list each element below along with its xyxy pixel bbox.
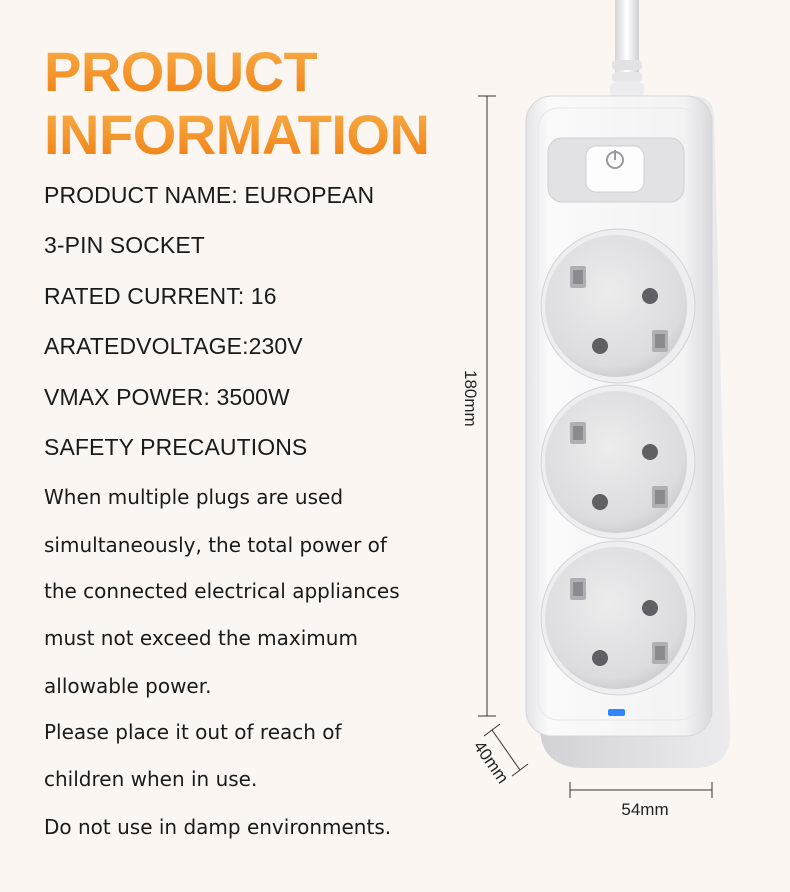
depth-label: 40mm (469, 737, 513, 787)
note-line: allowable power. (44, 674, 212, 698)
height-label: 180mm (461, 370, 480, 427)
led-indicator-icon (608, 709, 625, 716)
spec-rated-current: RATED CURRENT: 16 (44, 283, 277, 309)
spec-product-name: PRODUCT NAME: EUROPEAN (44, 182, 375, 208)
page-title-line-1: PRODUCT (44, 40, 318, 103)
power-strip-illustration (440, 0, 790, 892)
note-line: Please place it out of reach of (44, 720, 342, 744)
note-line: Do not use in damp environments. (44, 815, 392, 839)
socket-2 (541, 385, 695, 539)
note-line: must not exceed the maximum (44, 626, 358, 650)
power-cable (610, 0, 644, 98)
width-dimension (570, 782, 712, 819)
spec-socket-type: 3-PIN SOCKET (44, 232, 205, 258)
note-line: When multiple plugs are used (44, 485, 344, 509)
width-label: 54mm (621, 800, 669, 819)
note-line: children when in use. (44, 767, 258, 791)
spec-rated-voltage: ARATEDVOLTAGE:230V (44, 333, 303, 359)
note-line: the connected electrical appliances (44, 579, 400, 603)
spec-max-power: VMAX POWER: 3500W (44, 384, 290, 410)
socket-3 (541, 541, 695, 695)
height-dimension (461, 96, 496, 716)
spec-safety-heading: SAFETY PRECAUTIONS (44, 434, 308, 460)
depth-dimension (470, 724, 528, 787)
socket-1 (541, 229, 695, 383)
note-line: simultaneously, the total power of (44, 533, 387, 557)
power-switch[interactable] (548, 138, 684, 202)
page-title-line-2: INFORMATION (44, 103, 430, 166)
